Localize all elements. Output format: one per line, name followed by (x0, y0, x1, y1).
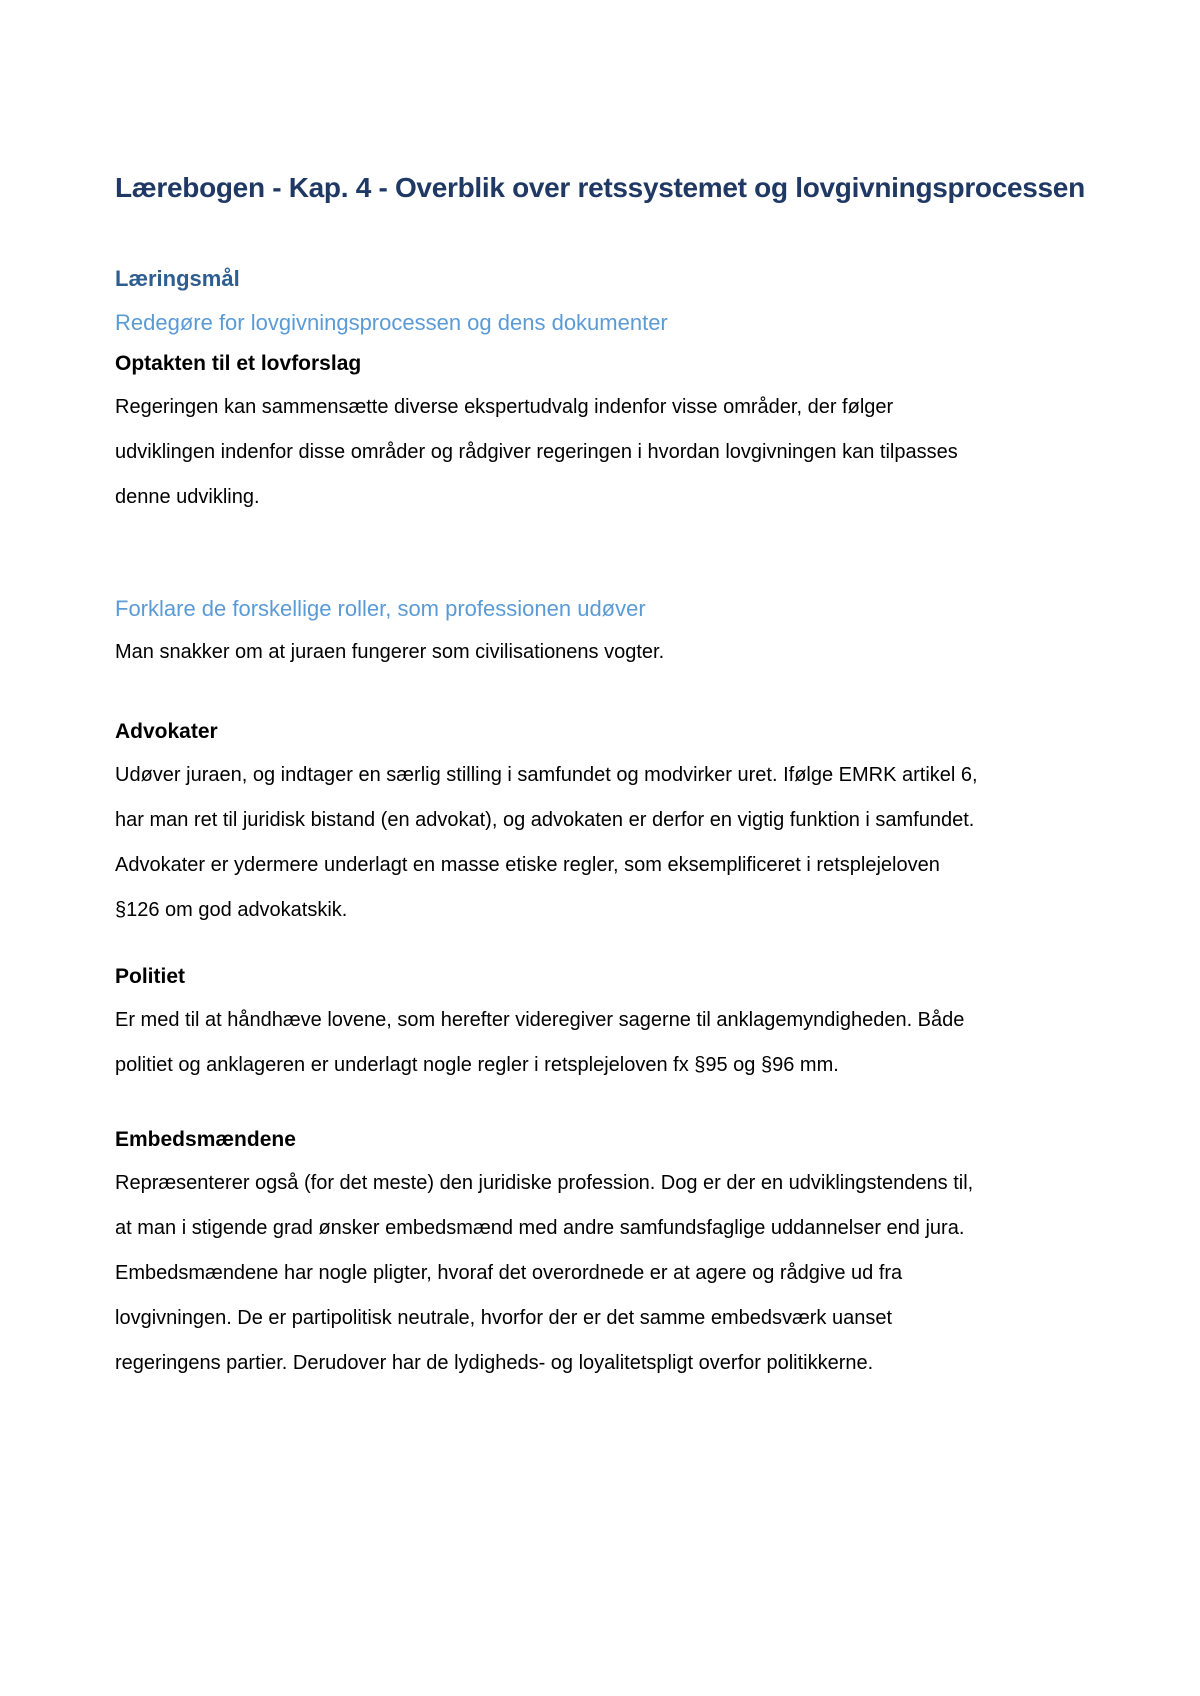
paragraph-line: §126 om god advokatskik. (115, 899, 348, 921)
paragraph-line: Regeringen kan sammensætte diverse ekspertudvalg indenfor visse områder, der følger (115, 396, 894, 418)
paragraph-line: regeringens partier. Derudover har de lydigheds- og loyalitetspligt overfor politikkerne. (115, 1352, 874, 1374)
paragraph-line: Repræsenterer også (for det meste) den juridiske profession. Dog er der en udviklingstendens til, (115, 1172, 974, 1194)
learning-goals-heading: Læringsmål (115, 266, 240, 291)
paragraph-line: politiet og anklageren er underlagt nogle regler i retsplejeloven fx §95 og §96 mm. (115, 1054, 839, 1076)
section-heading-roller: Forklare de forskellige roller, som professionen udøver (115, 596, 646, 621)
paragraph-line: lovgivningen. De er partipolitisk neutrale, hvorfor der er det samme embedsværk uanset (115, 1307, 893, 1329)
paragraph-line: Udøver juraen, og indtager en særlig stilling i samfundet og modvirker uret. Ifølge EMRK artikel 6, (115, 764, 978, 786)
paragraph-line: har man ret til juridisk bistand (en advokat), og advokaten er derfor en vigtig funktion i samfundet. (115, 809, 975, 831)
paragraph-line: udviklingen indenfor disse områder og rådgiver regeringen i hvordan lovgivningen kan tilpasses (115, 441, 958, 463)
paragraph-optakten (115, 385, 1105, 520)
subheading-optakten: Optakten til et lovforslag (115, 352, 362, 375)
paragraph-politiet (115, 998, 1105, 1088)
subheading-politiet: Politiet (115, 965, 186, 988)
paragraph-intro (115, 630, 1105, 675)
paragraph-line: denne udvikling. (115, 486, 260, 508)
paragraph-advokater (115, 753, 1105, 933)
subheading-advokater: Advokater (115, 720, 218, 743)
paragraph-line: at man i stigende grad ønsker embedsmænd med andre samfundsfaglige uddannelser end jura. (115, 1217, 965, 1239)
paragraph-line: Embedsmændene har nogle pligter, hvoraf det overordnede er at agere og rådgive ud fra (115, 1262, 903, 1284)
paragraph-line: Advokater er ydermere underlagt en masse etiske regler, som eksemplificeret i retsplejeloven (115, 854, 940, 876)
subheading-embedsmaendene: Embedsmændene (115, 1128, 296, 1151)
paragraph-line: Man snakker om at juraen fungerer som civilisationens vogter. (115, 641, 665, 663)
document-title: Lærebogen - Kap. 4 - Overblik over retssystemet og lovgivningsprocessen (115, 172, 1085, 203)
section-heading-lovgivningsprocessen: Redegøre for lovgivningsprocessen og dens dokumenter (115, 310, 668, 335)
paragraph-embedsmaendene (115, 1161, 1105, 1386)
paragraph-line: Er med til at håndhæve lovene, som herefter videregiver sagerne til anklagemyndigheden. Både (115, 1009, 965, 1031)
